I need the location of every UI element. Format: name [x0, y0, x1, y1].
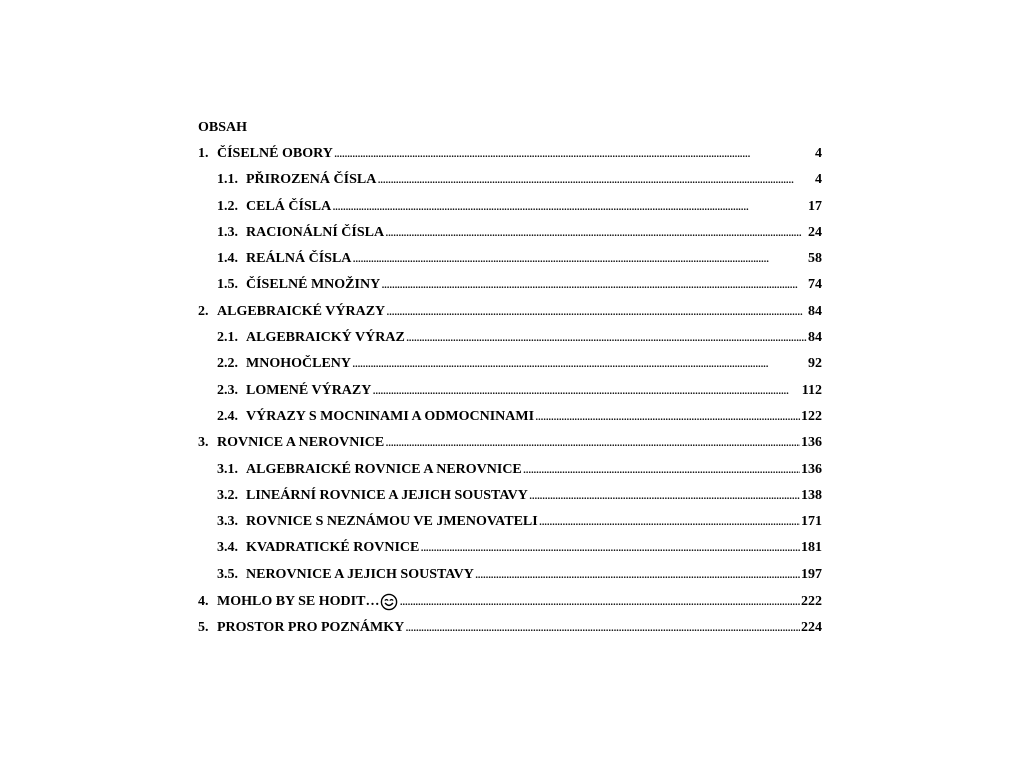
toc-entry-label: MNOHOČLENY	[246, 356, 351, 372]
winking-smiley-icon	[380, 593, 398, 611]
dot-leader	[529, 487, 800, 505]
toc-entry-label: ALGEBRAICKÉ VÝRAZY	[217, 303, 386, 319]
toc-entry-section-2-4[interactable]	[198, 408, 822, 434]
toc-entry-label: VÝRAZY S MOCNINAMI A ODMOCNINAMI	[246, 408, 535, 424]
dot-leader	[399, 593, 800, 611]
toc-entry-page: 224	[801, 620, 822, 636]
toc-entry-number: 3.1.	[217, 461, 238, 477]
toc-entry-number: 1.5.	[217, 277, 238, 293]
toc-entry-label: ČÍSELNÉ MNOŽINY	[246, 277, 381, 293]
toc-entry-page: 4	[815, 172, 822, 188]
toc-entry-label: ALGEBRAICKÝ VÝRAZ	[246, 330, 405, 346]
dot-leader	[381, 276, 807, 294]
toc-entry-page: 4	[815, 146, 822, 161]
dot-leader	[385, 434, 800, 452]
toc-entry-label: ČÍSELNÉ OBORY	[217, 146, 333, 161]
toc-entry-number: 2.	[198, 303, 209, 319]
toc-entry-page: 92	[808, 356, 822, 372]
toc-entry-chapter-4[interactable]	[198, 593, 822, 619]
toc-entry-label: ROVNICE A NEROVNICE	[217, 435, 385, 451]
dot-leader	[385, 224, 807, 242]
toc-entry-page: 136	[801, 435, 822, 451]
toc-entry-label: ROVNICE S NEZNÁMOU VE JMENOVATELI	[246, 514, 538, 530]
toc-entry-number: 3.4.	[217, 540, 238, 556]
dot-leader	[386, 303, 807, 321]
toc-entry-label: REÁLNÁ ČÍSLA	[246, 251, 352, 267]
toc-entry-page: 171	[801, 514, 822, 530]
table-of-contents	[198, 145, 822, 646]
toc-entry-label: ALGEBRAICKÉ ROVNICE A NEROVNICE	[246, 461, 522, 477]
dot-leader	[377, 171, 814, 189]
toc-entry-page: 17	[808, 198, 822, 214]
toc-entry-chapter-2[interactable]	[198, 303, 822, 329]
toc-entry-label: CELÁ ČÍSLA	[246, 198, 332, 214]
toc-entry-page: 84	[808, 330, 822, 346]
toc-entry-number: 1.4.	[217, 251, 238, 267]
toc-entry-page: 181	[801, 540, 822, 556]
dot-leader	[352, 250, 807, 268]
dot-leader	[405, 619, 800, 637]
toc-entry-section-1-1[interactable]	[198, 171, 822, 197]
dot-leader	[475, 566, 800, 584]
toc-entry-section-2-3[interactable]	[198, 382, 822, 408]
toc-entry-number: 3.5.	[217, 566, 238, 582]
toc-entry-chapter-1[interactable]	[198, 145, 822, 171]
toc-entry-number: 3.2.	[217, 487, 238, 503]
dot-leader	[406, 329, 807, 347]
toc-entry-number: 4.	[198, 594, 209, 610]
toc-entry-section-3-5[interactable]	[198, 566, 822, 592]
toc-entry-section-1-2[interactable]	[198, 198, 822, 224]
toc-entry-section-2-1[interactable]	[198, 329, 822, 355]
toc-entry-page: 24	[808, 224, 822, 240]
toc-entry-page: 136	[801, 461, 822, 477]
toc-entry-section-3-2[interactable]	[198, 487, 822, 513]
toc-entry-label: MOHLO BY SE HODIT…	[217, 594, 380, 610]
toc-title: OBSAH	[198, 120, 248, 135]
toc-entry-number: 1.3.	[217, 224, 238, 240]
toc-entry-page: 58	[808, 251, 822, 267]
dot-leader	[523, 461, 800, 479]
toc-entry-page: 122	[801, 408, 822, 424]
toc-entry-number: 3.	[198, 435, 209, 451]
toc-entry-label: RACIONÁLNÍ ČÍSLA	[246, 224, 385, 240]
toc-entry-section-1-5[interactable]	[198, 276, 822, 302]
toc-entry-chapter-3[interactable]	[198, 434, 822, 460]
dot-leader	[372, 382, 800, 400]
dot-leader	[334, 145, 814, 163]
toc-entry-number: 2.3.	[217, 382, 238, 398]
toc-entry-number: 2.4.	[217, 408, 238, 424]
toc-entry-number: 3.3.	[217, 514, 238, 530]
toc-entry-label: KVADRATICKÉ ROVNICE	[246, 540, 420, 556]
dot-leader	[420, 539, 800, 557]
toc-entry-label-wrap	[217, 593, 398, 611]
toc-entry-section-2-2[interactable]	[198, 355, 822, 381]
toc-entry-section-1-3[interactable]	[198, 224, 822, 250]
toc-entry-label: LOMENÉ VÝRAZY	[246, 382, 372, 398]
toc-entry-label: PŘIROZENÁ ČÍSLA	[246, 172, 377, 188]
toc-entry-section-3-3[interactable]	[198, 513, 822, 539]
toc-entry-number: 5.	[198, 620, 209, 636]
toc-entry-number: 2.1.	[217, 330, 238, 346]
dot-leader	[352, 355, 807, 373]
toc-entry-section-3-4[interactable]	[198, 539, 822, 565]
toc-entry-label: PROSTOR PRO POZNÁMKY	[217, 620, 405, 636]
toc-entry-page: 197	[801, 566, 822, 582]
toc-entry-number: 2.2.	[217, 356, 238, 372]
toc-entry-number: 1.2.	[217, 198, 238, 214]
toc-entry-chapter-5[interactable]	[198, 619, 822, 645]
toc-entry-page: 74	[808, 277, 822, 293]
dot-leader	[332, 198, 807, 216]
toc-entry-number: 1.	[198, 146, 209, 161]
dot-leader	[539, 513, 800, 531]
toc-entry-page: 84	[808, 303, 822, 319]
toc-entry-section-1-4[interactable]	[198, 250, 822, 276]
toc-entry-label: LINEÁRNÍ ROVNICE A JEJICH SOUSTAVY	[246, 487, 528, 503]
dot-leader	[535, 408, 800, 426]
toc-entry-page: 222	[801, 594, 822, 610]
toc-entry-section-3-1[interactable]	[198, 461, 822, 487]
toc-entry-label: NEROVNICE A JEJICH SOUSTAVY	[246, 566, 474, 582]
toc-entry-page: 138	[801, 487, 822, 503]
toc-entry-number: 1.1.	[217, 172, 238, 188]
toc-entry-page: 112	[801, 382, 822, 398]
